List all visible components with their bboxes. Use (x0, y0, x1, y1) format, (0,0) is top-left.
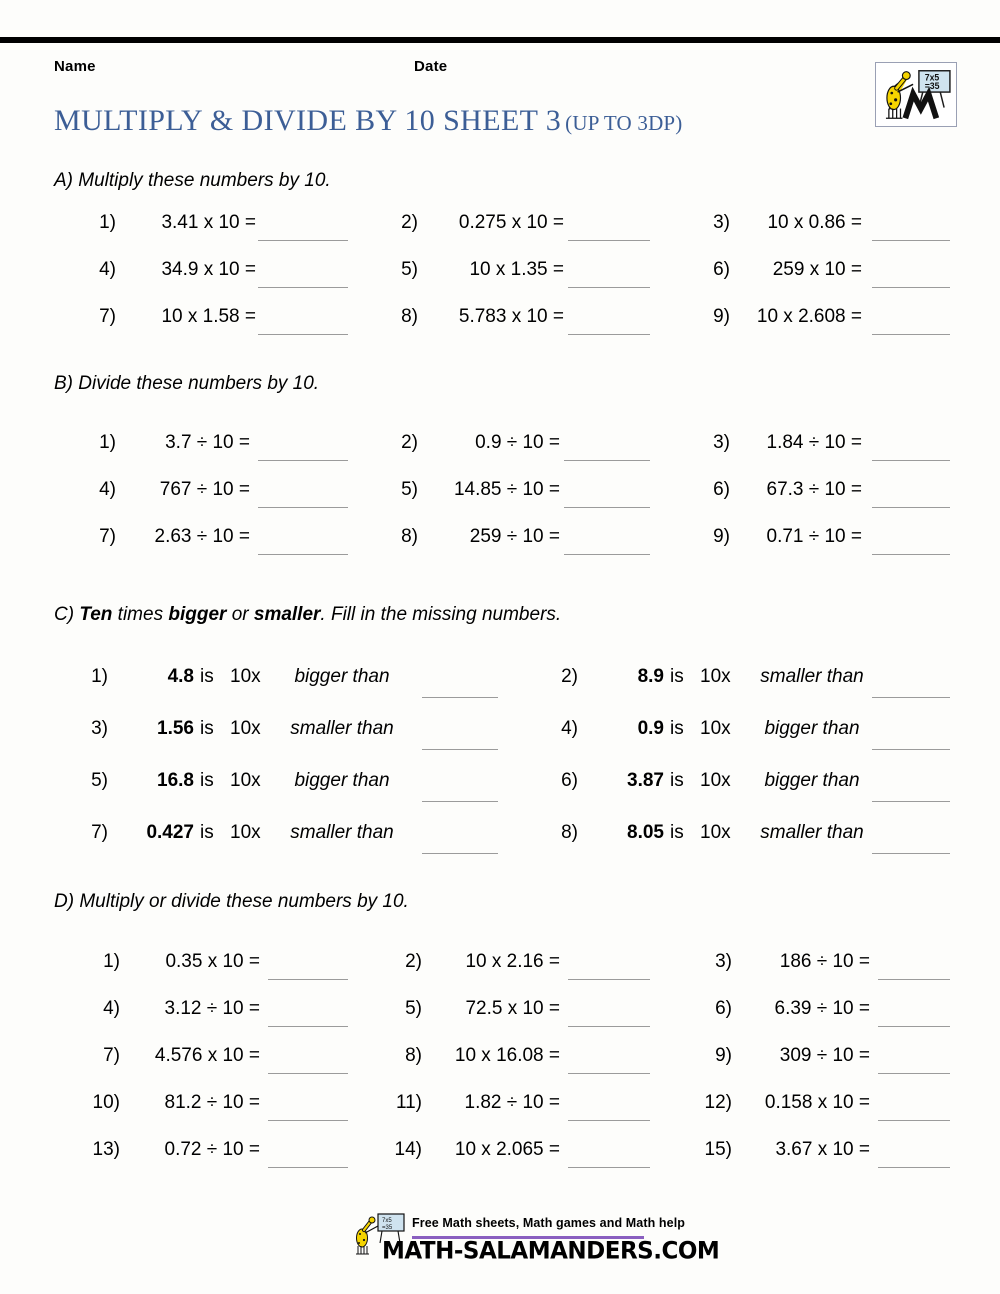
section-c-heading-p6: . Fill in the missing numbers. (320, 604, 562, 625)
problem-number: 3) (713, 212, 730, 233)
problem-d10 (92, 1092, 260, 1118)
answer-line-d14[interactable] (568, 1167, 650, 1168)
problem-number: 4) (561, 718, 578, 739)
answer-line-b1[interactable] (258, 460, 348, 461)
answer-line-d1[interactable] (268, 979, 348, 980)
answer-line-a6[interactable] (872, 287, 950, 288)
problem-expression: 186 ÷ 10 = (779, 951, 870, 972)
footer-tagline: Free Math sheets, Math games and Math help (412, 1216, 686, 1230)
svg-text:7x5: 7x5 (924, 72, 940, 83)
problem-number: 13) (92, 1139, 120, 1160)
section-b-heading: B) Divide these numbers by 10. (54, 373, 320, 394)
answer-line-a4[interactable] (258, 287, 348, 288)
value: 0.9 (637, 718, 664, 739)
answer-line-a3[interactable] (872, 240, 950, 241)
answer-line-d8[interactable] (568, 1073, 650, 1074)
worksheet-header (54, 58, 844, 86)
problem-expression: 0.72 ÷ 10 = (164, 1139, 260, 1160)
problem-b3 (713, 432, 862, 458)
value: 8.9 (637, 666, 664, 687)
answer-line-a9[interactable] (872, 334, 950, 335)
problem-expression: 34.9 x 10 = (161, 259, 256, 280)
problem-d12 (704, 1092, 870, 1118)
problem-d14 (394, 1139, 560, 1165)
problem-expression: 0.158 x 10 = (764, 1092, 870, 1113)
answer-line-a5[interactable] (568, 287, 650, 288)
problem-number: 6) (713, 259, 730, 280)
direction-word: smaller than (760, 666, 864, 687)
problem-b2 (401, 432, 560, 458)
problem-expression: 81.2 ÷ 10 = (164, 1092, 260, 1113)
footer-site-name: MATH-SALAMANDERS.COM (382, 1237, 720, 1265)
answer-line-d4[interactable] (268, 1026, 348, 1027)
section-c-heading (54, 604, 561, 626)
answer-line-b8[interactable] (564, 554, 650, 555)
problem-number: 1) (103, 951, 120, 972)
problem-number: 4) (99, 259, 116, 280)
is-word: is (200, 666, 214, 687)
ten-label: 10x (700, 822, 731, 843)
problem-a4 (99, 259, 256, 285)
problem-number: 7) (99, 526, 116, 547)
problem-number: 3) (713, 432, 730, 453)
section-c-heading-p2: times (112, 604, 169, 625)
problem-number: 7) (99, 306, 116, 327)
svg-text:=35: =35 (924, 81, 940, 92)
section-c-heading-p3: bigger (168, 604, 227, 625)
problem-a2 (401, 212, 564, 238)
answer-line-c7[interactable] (422, 853, 498, 854)
problem-expression: 0.9 ÷ 10 = (475, 432, 560, 453)
direction-word: bigger than (294, 770, 390, 791)
problem-d9 (715, 1045, 870, 1071)
ten-label: 10x (700, 666, 731, 687)
problem-d8 (405, 1045, 560, 1071)
ten-label: 10x (700, 770, 731, 791)
problem-expression: 2.63 ÷ 10 = (154, 526, 250, 547)
problem-expression: 1.84 ÷ 10 = (766, 432, 862, 453)
answer-line-b7[interactable] (258, 554, 348, 555)
answer-line-d13[interactable] (268, 1167, 348, 1168)
page-title-subtitle: (UP TO 3DP) (565, 111, 683, 135)
problem-expression: 3.41 x 10 = (161, 212, 256, 233)
problem-number: 5) (405, 998, 422, 1019)
problem-expression: 10 x 16.08 = (454, 1045, 560, 1066)
problem-expression: 259 x 10 = (772, 259, 862, 280)
problem-expression: 3.7 ÷ 10 = (165, 432, 250, 453)
problem-number: 3) (715, 951, 732, 972)
answer-line-a1[interactable] (258, 240, 348, 241)
problem-a7 (99, 306, 256, 332)
problem-number: 8) (401, 306, 418, 327)
problem-expression: 0.71 ÷ 10 = (766, 526, 862, 547)
problem-expression: 72.5 x 10 = (465, 998, 560, 1019)
answer-line-a8[interactable] (568, 334, 650, 335)
brand-logo (875, 62, 957, 127)
answer-line-b3[interactable] (872, 460, 950, 461)
ten-label: 10x (230, 770, 261, 791)
problem-expression: 10 x 2.065 = (454, 1139, 560, 1160)
problem-d4 (103, 998, 260, 1024)
problem-expression: 3.12 ÷ 10 = (164, 998, 260, 1019)
problem-b4 (99, 479, 250, 505)
value: 8.05 (627, 822, 664, 843)
problem-number: 2) (401, 212, 418, 233)
answer-line-d6[interactable] (878, 1026, 950, 1027)
answer-line-c4[interactable] (872, 749, 950, 750)
problem-number: 3) (91, 718, 108, 739)
answer-line-b5[interactable] (564, 507, 650, 508)
problem-d1 (103, 951, 260, 977)
answer-line-d10[interactable] (268, 1120, 348, 1121)
problem-d6 (715, 998, 870, 1024)
problem-a3 (713, 212, 862, 238)
answer-line-d3[interactable] (878, 979, 950, 980)
problem-expression: 309 ÷ 10 = (779, 1045, 870, 1066)
problem-b1 (99, 432, 250, 458)
problem-number: 14) (394, 1139, 422, 1160)
is-word: is (200, 822, 214, 843)
problem-a1 (99, 212, 256, 238)
answer-line-c2[interactable] (872, 697, 950, 698)
problem-number: 1) (91, 666, 108, 687)
problem-number: 8) (405, 1045, 422, 1066)
problem-number: 2) (405, 951, 422, 972)
problem-number: 12) (704, 1092, 732, 1113)
problem-expression: 10 x 2.608 = (756, 306, 862, 327)
direction-word: smaller than (290, 822, 394, 843)
problem-b7 (99, 526, 250, 552)
answer-line-a2[interactable] (568, 240, 650, 241)
is-word: is (200, 770, 214, 791)
problem-number: 2) (561, 666, 578, 687)
section-c-heading-p5: smaller (253, 604, 321, 625)
section-a-heading: A) Multiply these numbers by 10. (54, 170, 331, 191)
direction-word: bigger than (764, 718, 860, 739)
problem-d7 (103, 1045, 260, 1071)
problem-expression: 5.783 x 10 = (458, 306, 564, 327)
section-c-heading-p0: C) (54, 604, 80, 625)
top-divider (0, 37, 1000, 43)
direction-word: bigger than (294, 666, 390, 687)
problem-expression: 10 x 1.58 = (161, 306, 256, 327)
problem-d3 (715, 951, 870, 977)
section-d-heading: D) Multiply or divide these numbers by 10. (54, 891, 409, 912)
problem-expression: 767 ÷ 10 = (159, 479, 250, 500)
svg-text:=35: =35 (382, 1225, 393, 1231)
problem-number: 9) (715, 1045, 732, 1066)
answer-line-b4[interactable] (258, 507, 348, 508)
answer-line-d9[interactable] (878, 1073, 950, 1074)
problem-number: 7) (91, 822, 108, 843)
problem-number: 8) (401, 526, 418, 547)
problem-expression: 0.275 x 10 = (458, 212, 564, 233)
problem-number: 4) (99, 479, 116, 500)
problem-expression: 67.3 ÷ 10 = (766, 479, 862, 500)
name-label: Name (54, 58, 96, 75)
problem-expression: 10 x 0.86 = (767, 212, 862, 233)
is-word: is (670, 718, 684, 739)
direction-word: bigger than (764, 770, 860, 791)
problem-number: 7) (103, 1045, 120, 1066)
page-title (54, 104, 683, 138)
answer-line-d11[interactable] (568, 1120, 650, 1121)
page-title-main: MULTIPLY & DIVIDE BY 10 SHEET 3 (54, 104, 562, 137)
problem-d15 (704, 1139, 870, 1165)
value: 16.8 (157, 770, 194, 791)
problem-a8 (401, 306, 564, 332)
answer-line-b9[interactable] (872, 554, 950, 555)
problem-number: 6) (713, 479, 730, 500)
value: 0.427 (146, 822, 194, 843)
problem-a6 (713, 259, 862, 285)
problem-number: 9) (713, 526, 730, 547)
problem-expression: 1.82 ÷ 10 = (464, 1092, 560, 1113)
problem-d11 (395, 1092, 560, 1118)
problem-number: 5) (401, 259, 418, 280)
problem-expression: 0.35 x 10 = (165, 951, 260, 972)
ten-label: 10x (230, 666, 261, 687)
direction-word: smaller than (760, 822, 864, 843)
giraffe-blackboard-icon (876, 63, 956, 126)
answer-line-a7[interactable] (258, 334, 348, 335)
svg-text:7x5: 7x5 (382, 1218, 392, 1224)
problem-number: 1) (99, 432, 116, 453)
ten-label: 10x (700, 718, 731, 739)
problem-number: 11) (395, 1092, 422, 1113)
value: 1.56 (157, 718, 194, 739)
answer-line-c3[interactable] (422, 749, 498, 750)
answer-line-d5[interactable] (568, 1026, 650, 1027)
ten-label: 10x (230, 822, 261, 843)
problem-number: 5) (91, 770, 108, 791)
problem-number: 6) (715, 998, 732, 1019)
problem-d2 (405, 951, 560, 977)
problem-d13 (92, 1139, 260, 1165)
problem-d5 (405, 998, 560, 1024)
problem-expression: 10 x 2.16 = (465, 951, 560, 972)
problem-number: 1) (99, 212, 116, 233)
problem-expression: 6.39 ÷ 10 = (774, 998, 870, 1019)
answer-line-d2[interactable] (568, 979, 650, 980)
problem-expression: 3.67 x 10 = (775, 1139, 870, 1160)
problem-expression: 10 x 1.35 = (469, 259, 564, 280)
direction-word: smaller than (290, 718, 394, 739)
value: 3.87 (627, 770, 664, 791)
answer-line-c6[interactable] (872, 801, 950, 802)
problem-b6 (713, 479, 862, 505)
answer-line-d7[interactable] (268, 1073, 348, 1074)
is-word: is (670, 666, 684, 687)
answer-line-d12[interactable] (878, 1120, 950, 1121)
is-word: is (670, 822, 684, 843)
is-word: is (200, 718, 214, 739)
answer-line-c1[interactable] (422, 697, 498, 698)
problem-number: 10) (92, 1092, 120, 1113)
is-word: is (670, 770, 684, 791)
answer-line-b2[interactable] (564, 460, 650, 461)
problem-b8 (401, 526, 560, 552)
problem-number: 8) (561, 822, 578, 843)
problem-number: 5) (401, 479, 418, 500)
problem-number: 6) (561, 770, 578, 791)
problem-b5 (401, 479, 560, 505)
answer-line-d15[interactable] (878, 1167, 950, 1168)
problem-b9 (713, 526, 862, 552)
value: 4.8 (167, 666, 194, 687)
answer-line-b6[interactable] (872, 507, 950, 508)
problem-number: 4) (103, 998, 120, 1019)
answer-line-c8[interactable] (872, 853, 950, 854)
ten-label: 10x (230, 718, 261, 739)
problem-number: 15) (704, 1139, 732, 1160)
footer (352, 1210, 720, 1272)
section-c-heading-p4: or (226, 604, 254, 625)
problem-a9 (713, 306, 862, 332)
answer-line-c5[interactable] (422, 801, 498, 802)
problem-number: 2) (401, 432, 418, 453)
date-label: Date (414, 58, 448, 75)
problem-a5 (401, 259, 564, 285)
problem-expression: 4.576 x 10 = (154, 1045, 260, 1066)
problem-number: 9) (713, 306, 730, 327)
section-c-heading-p1: Ten (79, 604, 113, 625)
problem-expression: 14.85 ÷ 10 = (453, 479, 560, 500)
problem-expression: 259 ÷ 10 = (469, 526, 560, 547)
